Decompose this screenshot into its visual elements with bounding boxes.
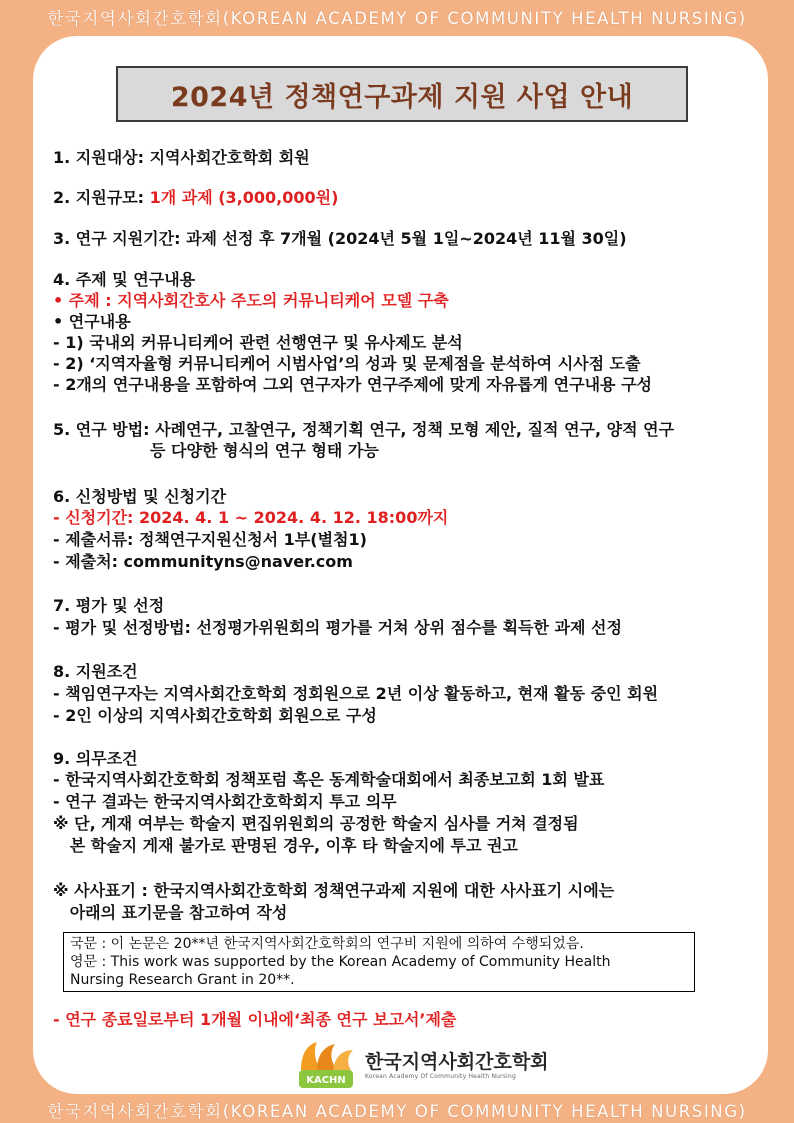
- s2-label: 2. 지원규모:: [53, 188, 150, 207]
- bottom-banner: 한국지역사회간호학회(KOREAN ACADEMY OF COMMUNITY HEALTH NURSING): [47, 1102, 747, 1121]
- society-logo: [295, 1040, 549, 1090]
- acknowledgement-box: [63, 932, 695, 992]
- section-2: [53, 188, 338, 208]
- section-6-docs: - 제출서류: 정책연구지원신청서 1부(별첨1): [53, 530, 367, 549]
- ack-english-2: Nursing Research Grant in 20**.: [70, 972, 295, 988]
- s1-value: 지역사회간호학회 회원: [149, 148, 310, 167]
- section-4-item-3: - 2개의 연구내용을 포함하여 그외 연구자가 연구주제에 맞게 자유롭게 연구내용 구성: [53, 375, 652, 394]
- section-8-item-2: - 2인 이상의 지역사회간호학회 회원으로 구성: [53, 706, 377, 725]
- section-6-period: - 신청기간: 2024. 4. 1 ~ 2024. 4. 12. 18:00까지: [53, 508, 449, 527]
- s3-label: 3. 연구 지원기간:: [53, 229, 187, 248]
- ack-english-1: 영문 : This work was supported by the Korean Academy of Community Health: [70, 954, 611, 970]
- section-4-content-label: • 연구내용: [53, 312, 131, 331]
- notice-card: [33, 36, 768, 1094]
- section-6-heading: 6. 신청방법 및 신청기간: [53, 487, 227, 506]
- section-9-item-3: ※ 단, 게재 여부는 학술지 편집위원회의 공정한 학술지 심사를 거쳐 결정됨: [53, 814, 579, 833]
- top-banner: 한국지역사회간호학회(KOREAN ACADEMY OF COMMUNITY HEALTH NURSING): [47, 9, 747, 28]
- s5-value: 사례연구, 고찰연구, 정책기획 연구, 정책 모형 제안, 질적 연구, 양적 연구: [155, 420, 675, 439]
- section-9-item-4: 본 학술지 게재 불가로 판명된 경우, 이후 타 학술지에 투고 권고: [53, 836, 518, 855]
- ack-line-1: ※ 사사표기 : 한국지역사회간호학회 정책연구과제 지원에 대한 사사표기 시에는: [53, 881, 615, 900]
- s1-label: 1. 지원대상:: [53, 148, 150, 167]
- final-note: - 연구 종료일로부터 1개월 이내에‘최종 연구 보고서’제출: [53, 1010, 457, 1029]
- section-3: [53, 229, 627, 249]
- logo-text: [365, 1051, 549, 1080]
- page-title: 2024년 정책연구과제 지원 사업 안내: [170, 81, 634, 113]
- s3-value: 과제 선정 후 7개월 (2024년 5월 1일~2024년 11월 30일): [186, 229, 627, 248]
- section-9-item-1: - 한국지역사회간호학회 정책포럼 혹은 동계학술대회에서 최종보고회 1회 발표: [53, 770, 605, 789]
- title-box: [116, 66, 688, 122]
- section-5: [53, 420, 674, 440]
- kachn-logo-icon: [295, 1040, 357, 1090]
- section-7-item: - 평가 및 선정방법: 선정평가위원회의 평가를 거쳐 상위 점수를 획득한 과제 선정: [53, 618, 622, 637]
- logo-english: Korean Academy Of Community Health Nursing: [365, 1072, 517, 1080]
- logo-mark-text: KACHN: [306, 1075, 346, 1086]
- section-7-heading: 7. 평가 및 선정: [53, 596, 165, 615]
- section-9-heading: 9. 의무조건: [53, 749, 138, 768]
- section-4-item-1: - 1) 국내외 커뮤니티케어 관련 선행연구 및 유사제도 분석: [53, 333, 463, 352]
- section-5-cont: 등 다양한 형식의 연구 형태 가능: [150, 441, 379, 460]
- section-4-heading: 4. 주제 및 연구내용: [53, 270, 196, 289]
- s5-label: 5. 연구 방법:: [53, 420, 156, 439]
- section-1: [53, 148, 310, 168]
- logo-korean: 한국지역사회간호학회: [365, 1050, 549, 1073]
- section-4-topic: • 주제 : 지역사회간호사 주도의 커뮤니티케어 모델 구축: [53, 291, 449, 310]
- section-4-item-2: - 2) ‘지역자율형 커뮤니티케어 시범사업’의 성과 및 문제점을 분석하여 시사점 도출: [53, 354, 641, 373]
- section-8-heading: 8. 지원조건: [53, 662, 138, 681]
- section-9-item-2: - 연구 결과는 한국지역사회간호학회지 투고 의무: [53, 792, 397, 811]
- ack-line-2: 아래의 표기문을 참고하여 작성: [53, 903, 288, 922]
- section-8-item-1: - 책임연구자는 지역사회간호학회 정회원으로 2년 이상 활동하고, 현재 활동 중인 회원: [53, 684, 659, 703]
- s2-value: 1개 과제 (3,000,000원): [149, 188, 339, 207]
- section-6-email: - 제출처: communityns@naver.com: [53, 552, 353, 571]
- ack-korean: 국문 : 이 논문은 20**년 한국지역사회간호학회의 연구비 지원에 의하여 수행되었음.: [70, 936, 584, 952]
